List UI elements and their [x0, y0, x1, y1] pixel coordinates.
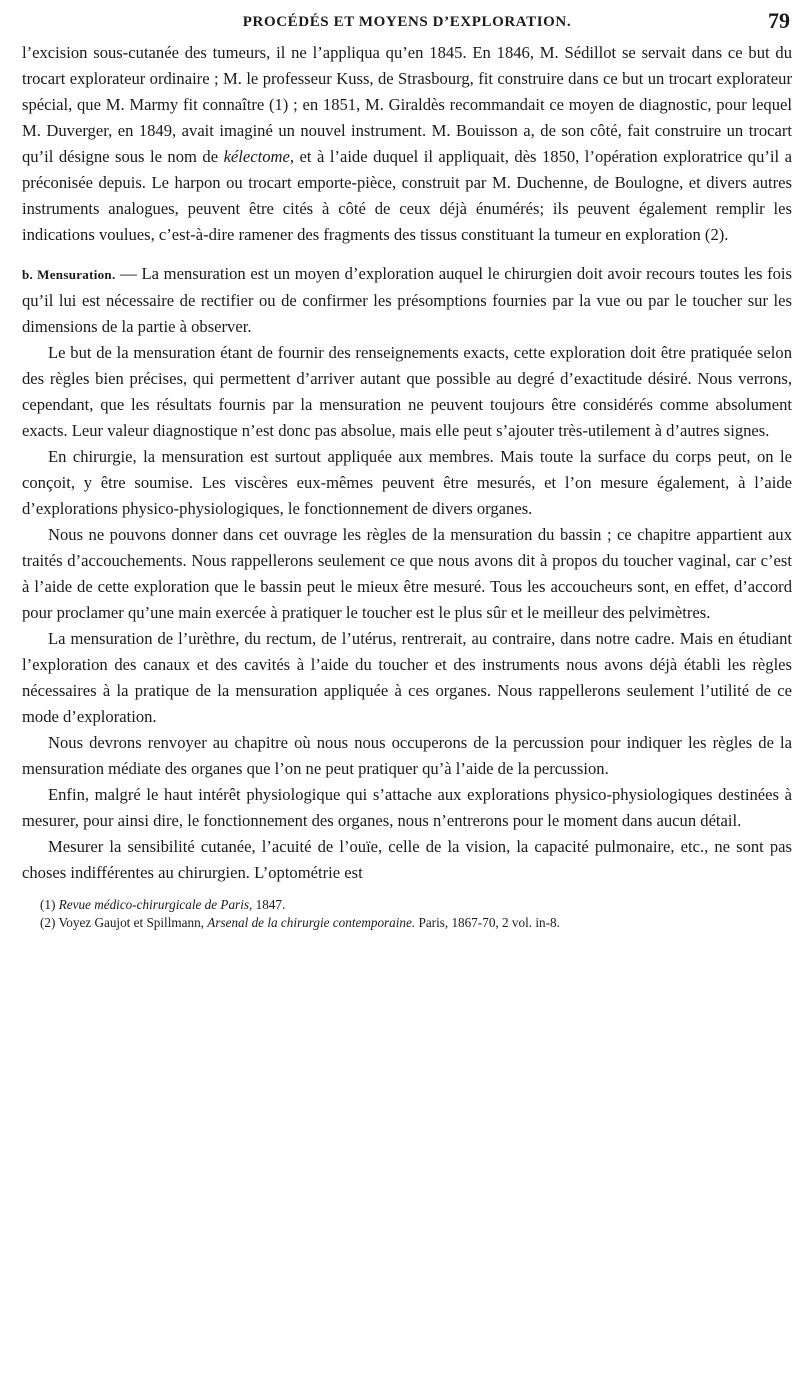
paragraph-text: — La mensuration est un moyen d’exploration auquel le chirurgien doit avoir recours toutes les fois qu’il lui est nécessaire de rectifier ou de confirmer les présomptions fournies par la vue ou par le toucher sur les dimensions de la partie à observer. [22, 264, 793, 336]
paragraph-sensibility: Mesurer la sensibilité cutanée, l’acuité de l’ouïe, celle de la vision, la capacité pulmonaire, etc., ne sont pas choses indifférentes au chirurgien. L’optométrie est [22, 837, 792, 882]
italic-term-kelectome: kélectome [223, 147, 290, 166]
footnote-1 [22, 896, 792, 914]
body-text [22, 40, 792, 886]
footnote-2 [22, 914, 792, 932]
footnote-text: Paris, 1867-70, 2 vol. in-8. [415, 915, 560, 930]
paragraph-physiological: Enfin, malgré le haut intérêt physiologique qui s’attache aux explorations physico-physiologiques destinées à mesurer, pour ainsi dire, le fonctionnement des organes, nous n’entrerons pour le moment dans aucun détail. [22, 785, 792, 830]
running-header [22, 0, 792, 40]
paragraph-pelvis: Nous ne pouvons donner dans cet ouvrage les règles de la mensuration du bassin ; ce chapitre appartient aux traités d’accouchements. Nous rappellerons seulement ce que nous avons dit à propos du toucher vaginal, car c’est à l’aide de cette exploration que le bassin peut le mieux être mesuré. Tous les accoucheurs sont, en effet, d’accord pour proclamer qu’une main exercée à pratiquer le toucher est le plus sûr et le meilleur des pelvimètres. [22, 525, 792, 622]
footnote-number: (1) [40, 897, 59, 912]
running-title: PROCÉDÉS ET MOYENS D’EXPLORATION. [242, 14, 572, 30]
page-number: 79 [768, 8, 790, 33]
paragraph-mensuration-goal: Le but de la mensuration étant de fournir des renseignements exacts, cette exploration doit être pratiquée selon des règles bien précises, qui permettent d’arriver autant que possible au degré d’exactitude désiré. Nous verrons, cependant, que les résultats fournis par la mensuration ne peuvent toujours être considérés comme absolument exacts. Leur valeur diagnostique n’est donc pas absolue, mais elle peut s’ajouter très-utilement à d’autres signes. [22, 343, 792, 440]
paragraph-mensuration-surgery: En chirurgie, la mensuration est surtout appliquée aux membres. Mais toute la surface du corps peut, on le conçoit, y être soumise. Les viscères eux-mêmes peuvent être mesurés, et l’on mesure également, à l’aide d’explorations physico-physiologiques, le fonctionnement de divers organes. [22, 447, 792, 518]
footnote-number: (2) [40, 915, 59, 930]
paragraph-percussion: Nous devrons renvoyer au chapitre où nous nous occuperons de la percussion pour indiquer les règles de la mensuration médiate des organes que l’on ne peut pratiquer qu’à l’aide de la percussion. [22, 733, 792, 778]
paragraph-excision-instruments [22, 40, 792, 248]
book-page [22, 0, 792, 932]
footnote-title: Arsenal de la chirurgie contemporaine. [207, 915, 416, 930]
footnote-title: Revue médico-chirurgicale de Paris, [58, 897, 253, 912]
paragraph-urethra-rectum: La mensuration de l’urèthre, du rectum, de l’utérus, rentrerait, au contraire, dans notre cadre. Mais en étudiant l’exploration des canaux et des cavités à l’aide du toucher et des instruments nous avons déjà établi les règles nécessaires à la pratique de la mensuration appliquée à ces organes. Nous rappellerons seulement l’utilité de ce mode d’exploration. [22, 629, 792, 726]
paragraph-text: , et à l’aide duquel il appliquait, dès 1850, l’opération exploratrice qu’il a préconisée depuis. Le harpon ou trocart emporte-pièce, construit par M. Duchenne, de Boulogne, et divers autres instruments analogues, peuvent être cités à côté de ceux déjà énumérés; ils peuvent également remplir les indications voulues, c’est-à-dire ramener des fragments des tissus constituant la tumeur en exploration (2). [22, 147, 792, 244]
footnote-text: 1847. [252, 897, 286, 912]
paragraph-text: l’excision sous-cutanée des tumeurs, il ne l’appliqua qu’en 1845. En 1846, M. Sédillot se servait dans ce but du trocart explorateur ordinaire ; M. le professeur Kuss, de Strasbourg, fit construire dans ce but un trocart explorateur spécial, que M. Marmy fit connaître (1) ; en 1851, M. Giraldès recommandait ce moyen de diagnostic, pour lequel M. Duverger, en 1849, avait imaginé un nouvel instrument. M. Bouisson a, de son côté, fait construire un trocart qu’il désigne sous le nom de [22, 43, 792, 166]
footnote-text: Voyez Gaujot et Spillmann, [58, 915, 208, 930]
section-heading: b. Mensuration. [22, 267, 116, 282]
footnotes [22, 896, 792, 932]
section-mensuration [22, 261, 792, 340]
